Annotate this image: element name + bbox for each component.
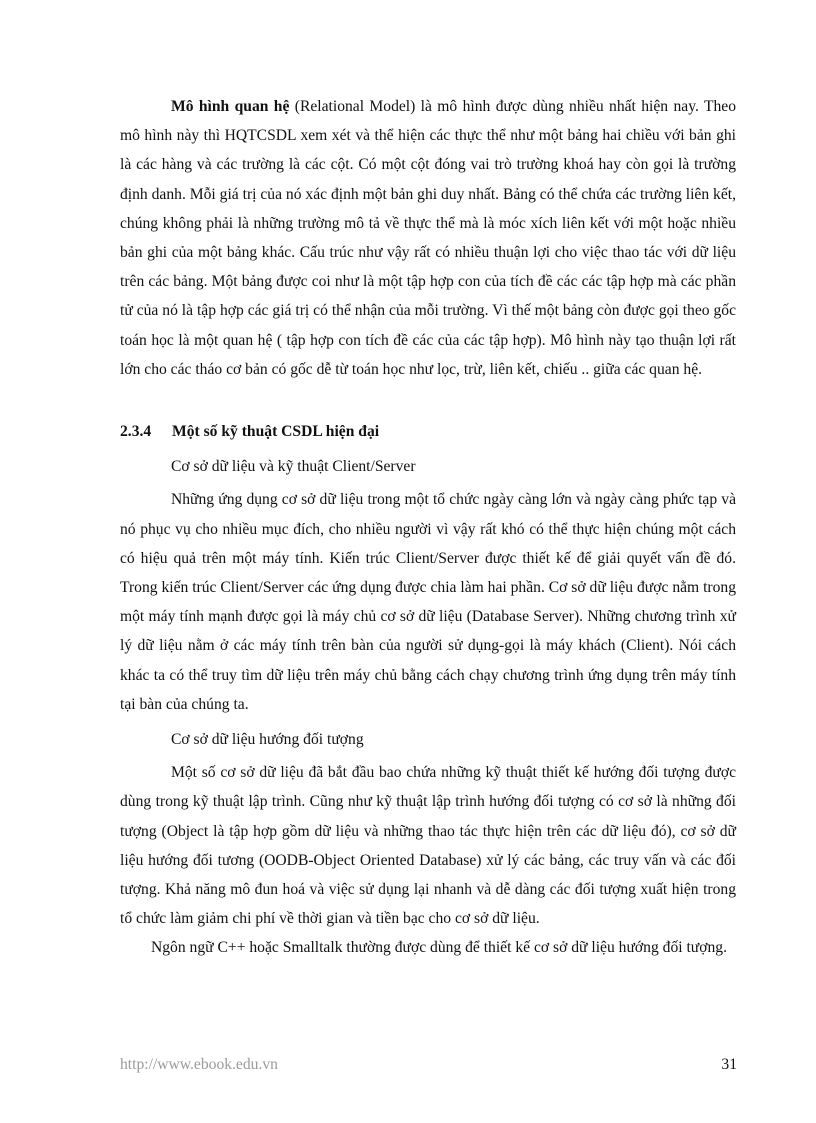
footer-url: http://www.ebook.edu.vn xyxy=(120,1056,278,1073)
relational-model-text: (Relational Model) là mô hình được dùng nhiều nhất hiện nay. Theo mô hình này thì HQTCSDL xem xét và thể hiện các thực thể như một bảng hai chiều với bản ghi là các hàng và các trường là các cột. Có một cột đóng vai trò trường khoá hay còn gọi là trường định danh. Mỗi giá trị của nó xác định một bản ghi duy nhất. Bảng có thể chứa các trường liên kết, chúng không phải là những trường mô tả về thực thể mà là móc xích liên kết với một hoặc nhiều bản ghi của một bảng khác. Cấu trúc như vậy rất có nhiều thuận lợi cho việc thao tác với dữ liệu trên các bảng. Một bảng được coi như là một tập hợp con của tích đề các các tập hợp mà các phần tử của nó là tập hợp các giá trị có thể nhận của mỗi trường. Vì thế một bảng còn được gọi theo gốc toán học là một quan hệ ( tập hợp con tích đề các của các tập hợp). Mô hình này tạo thuận lợi rất lớn cho các tháo cơ bản có gốc dễ từ toán học như lọc, trừ, liên kết, chiếu .. giữa các quan hệ. xyxy=(120,98,737,378)
relational-model-term: Mô hình quan hệ xyxy=(171,98,290,115)
page-content xyxy=(120,92,736,963)
page-number: 31 xyxy=(721,1056,737,1073)
relational-model-paragraph xyxy=(120,92,736,384)
section-title: Một số kỹ thuật CSDL hiện đại xyxy=(172,423,380,441)
object-oriented-subheading: Cơ sở dữ liệu hướng đối tượng xyxy=(171,731,364,749)
section-heading xyxy=(120,417,736,446)
section-number: 2.3.4 xyxy=(120,423,152,441)
object-oriented-closing-paragraph: Ngôn ngữ C++ hoặc Smalltalk thường được dùng để thiết kế cơ sở dữ liệu hướng đối tượng. xyxy=(151,939,727,957)
client-server-paragraph: Những ứng dụng cơ sở dữ liệu trong một tổ chức ngày càng lớn và ngày càng phức tạp và nó phục vụ cho nhiều mục đích, cho nhiều người vì vậy rất khó có thể thực hiện chúng một cách có hiệu quả trên một máy tính. Kiến trúc Client/Server được thiết kế để giải quyết vấn đề đó. Trong kiến trúc Client/Server các ứng dụng được chia làm hai phần. Cơ sở dữ liệu được nằm trong một máy tính mạnh được gọi là máy chủ cơ sở dữ liệu (Database Server). Những chương trình xử lý dữ liệu nằm ở các máy tính trên bàn của người sử dụng-gọi là máy khách (Client). Nói cách khác ta có thể truy tìm dữ liệu trên máy chủ bằng cách chạy chương trình ứng dụng trên máy tính tại bàn của chúng ta. xyxy=(120,491,736,713)
client-server-subheading: Cơ sở dữ liệu và kỹ thuật Client/Server xyxy=(171,458,416,476)
object-oriented-paragraph: Một số cơ sở dữ liệu đã bắt đầu bao chứa những kỹ thuật thiết kế hướng đối tượng được dùng trong kỹ thuật lập trình. Cũng như kỹ thuật lập trình hướng đối tượng có cơ sở là những đối tượng (Object là tập hợp gồm dữ liệu và những thao tác thực hiện trên các dữ liệu đó), cơ sở dữ liệu hướng đối tương (OODB-Object Oriented Database) xử lý các bảng, các truy vấn và các đối tượng. Khả năng mô đun hoá và việc sử dụng lại nhanh và dễ dàng các đối tượng xuất hiện trong tổ chức làm giảm chi phí về thời gian và tiền bạc cho cơ sở dữ liệu. xyxy=(120,764,736,928)
